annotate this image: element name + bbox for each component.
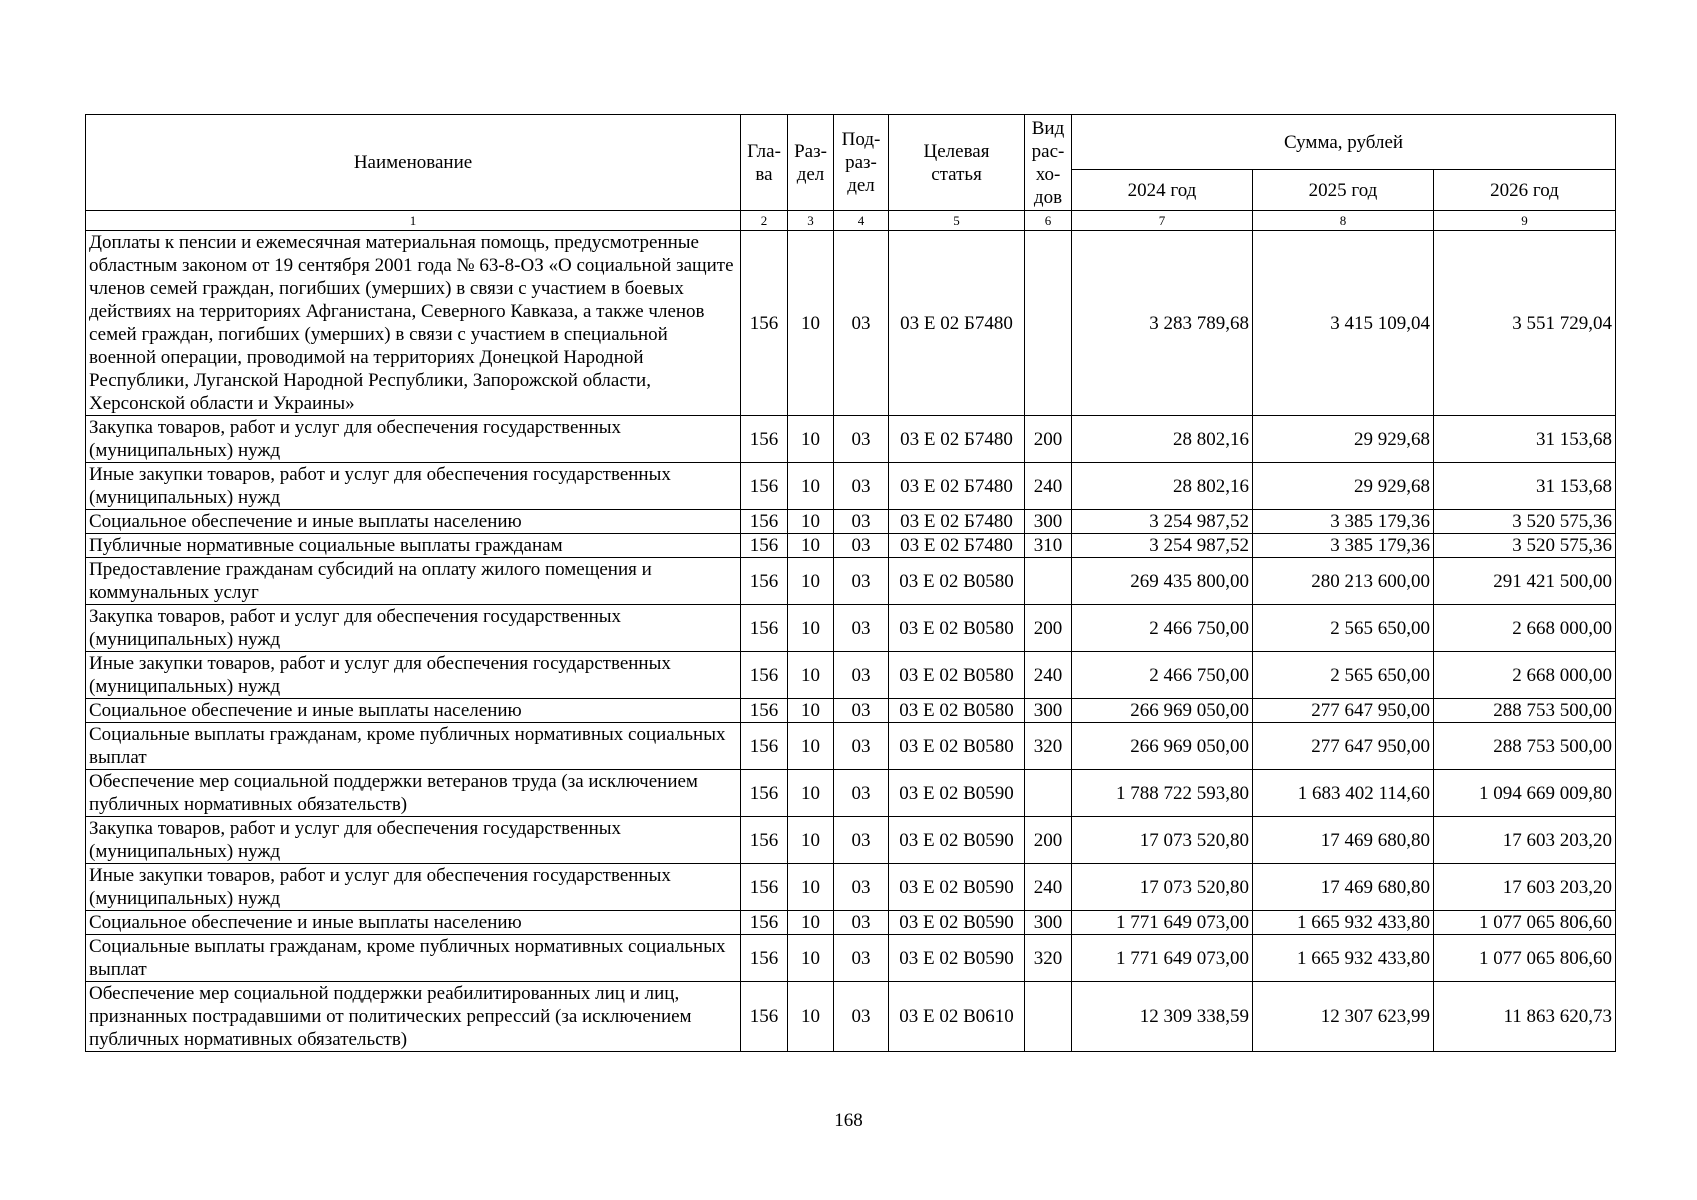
row-sum-2026: 288 753 500,00 bbox=[1434, 723, 1616, 770]
row-glava: 156 bbox=[741, 231, 788, 416]
header-summa: Сумма, рублей bbox=[1072, 115, 1616, 170]
row-name: Социальные выплаты гражданам, кроме публичных нормативных социальных выплат bbox=[86, 935, 741, 982]
row-glava: 156 bbox=[741, 416, 788, 463]
row-sum-2024: 3 254 987,52 bbox=[1072, 534, 1253, 558]
row-sum-2026: 1 077 065 806,60 bbox=[1434, 935, 1616, 982]
row-sum-2024: 2 466 750,00 bbox=[1072, 605, 1253, 652]
row-name: Социальные выплаты гражданам, кроме публичных нормативных социальных выплат bbox=[86, 723, 741, 770]
row-razdel: 10 bbox=[788, 558, 834, 605]
row-tselevaya-statya: 03 Е 02 Б7480 bbox=[889, 534, 1025, 558]
row-sum-2024: 3 254 987,52 bbox=[1072, 510, 1253, 534]
table-body bbox=[86, 211, 1616, 1052]
row-sum-2025: 280 213 600,00 bbox=[1253, 558, 1434, 605]
row-sum-2025: 17 469 680,80 bbox=[1253, 864, 1434, 911]
row-sum-2026: 31 153,68 bbox=[1434, 416, 1616, 463]
row-tselevaya-statya: 03 Е 02 В0610 bbox=[889, 982, 1025, 1052]
row-tselevaya-statya: 03 Е 02 В0580 bbox=[889, 699, 1025, 723]
row-podrazdel: 03 bbox=[834, 605, 889, 652]
table-row bbox=[86, 864, 1616, 911]
row-sum-2024: 28 802,16 bbox=[1072, 463, 1253, 510]
column-numbers-row bbox=[86, 211, 1616, 231]
row-sum-2025: 12 307 623,99 bbox=[1253, 982, 1434, 1052]
row-podrazdel: 03 bbox=[834, 911, 889, 935]
row-sum-2024: 2 466 750,00 bbox=[1072, 652, 1253, 699]
row-sum-2024: 269 435 800,00 bbox=[1072, 558, 1253, 605]
row-vid-raskhodov: 320 bbox=[1025, 723, 1072, 770]
row-sum-2024: 28 802,16 bbox=[1072, 416, 1253, 463]
row-tselevaya-statya: 03 Е 02 В0590 bbox=[889, 864, 1025, 911]
row-glava: 156 bbox=[741, 510, 788, 534]
column-number: 5 bbox=[889, 211, 1025, 231]
header-year-2025: 2025 год bbox=[1253, 170, 1434, 211]
row-name: Иные закупки товаров, работ и услуг для обеспечения государственных (муниципальных) нужд bbox=[86, 463, 741, 510]
header-podrazdel: Под- раз- дел bbox=[834, 115, 889, 211]
row-razdel: 10 bbox=[788, 817, 834, 864]
row-podrazdel: 03 bbox=[834, 817, 889, 864]
row-name: Закупка товаров, работ и услуг для обеспечения государственных (муниципальных) нужд bbox=[86, 605, 741, 652]
row-sum-2025: 29 929,68 bbox=[1253, 416, 1434, 463]
row-sum-2026: 2 668 000,00 bbox=[1434, 652, 1616, 699]
row-podrazdel: 03 bbox=[834, 982, 889, 1052]
row-razdel: 10 bbox=[788, 699, 834, 723]
column-number: 8 bbox=[1253, 211, 1434, 231]
header-year-2026: 2026 год bbox=[1434, 170, 1616, 211]
row-sum-2024: 3 283 789,68 bbox=[1072, 231, 1253, 416]
row-sum-2024: 17 073 520,80 bbox=[1072, 864, 1253, 911]
row-vid-raskhodov: 200 bbox=[1025, 416, 1072, 463]
table-row bbox=[86, 605, 1616, 652]
row-name: Обеспечение мер социальной поддержки реабилитированных лиц и лиц, признанных пострадавшими от политических репрессий (за исключением публичных нормативных обязательств) bbox=[86, 982, 741, 1052]
row-glava: 156 bbox=[741, 652, 788, 699]
table-row bbox=[86, 534, 1616, 558]
row-tselevaya-statya: 03 Е 02 В0590 bbox=[889, 935, 1025, 982]
row-sum-2025: 277 647 950,00 bbox=[1253, 699, 1434, 723]
column-number: 2 bbox=[741, 211, 788, 231]
row-razdel: 10 bbox=[788, 510, 834, 534]
row-razdel: 10 bbox=[788, 864, 834, 911]
row-sum-2026: 1 077 065 806,60 bbox=[1434, 911, 1616, 935]
row-sum-2025: 3 385 179,36 bbox=[1253, 534, 1434, 558]
row-sum-2024: 266 969 050,00 bbox=[1072, 699, 1253, 723]
row-razdel: 10 bbox=[788, 723, 834, 770]
row-podrazdel: 03 bbox=[834, 463, 889, 510]
row-glava: 156 bbox=[741, 770, 788, 817]
table-row bbox=[86, 911, 1616, 935]
row-sum-2025: 2 565 650,00 bbox=[1253, 605, 1434, 652]
row-sum-2025: 277 647 950,00 bbox=[1253, 723, 1434, 770]
row-name: Социальное обеспечение и иные выплаты населению bbox=[86, 699, 741, 723]
row-vid-raskhodov bbox=[1025, 231, 1072, 416]
row-tselevaya-statya: 03 Е 02 Б7480 bbox=[889, 510, 1025, 534]
row-sum-2025: 29 929,68 bbox=[1253, 463, 1434, 510]
row-sum-2024: 1 771 649 073,00 bbox=[1072, 911, 1253, 935]
row-razdel: 10 bbox=[788, 935, 834, 982]
row-podrazdel: 03 bbox=[834, 534, 889, 558]
row-podrazdel: 03 bbox=[834, 699, 889, 723]
row-tselevaya-statya: 03 Е 02 Б7480 bbox=[889, 231, 1025, 416]
table-row bbox=[86, 231, 1616, 416]
row-razdel: 10 bbox=[788, 416, 834, 463]
row-vid-raskhodov: 200 bbox=[1025, 817, 1072, 864]
page-number: 168 bbox=[834, 1110, 863, 1131]
row-razdel: 10 bbox=[788, 534, 834, 558]
row-razdel: 10 bbox=[788, 231, 834, 416]
header-name: Наименование bbox=[86, 115, 741, 211]
table-row bbox=[86, 723, 1616, 770]
row-podrazdel: 03 bbox=[834, 864, 889, 911]
row-name: Предоставление гражданам субсидий на оплату жилого помещения и коммунальных услуг bbox=[86, 558, 741, 605]
row-name: Закупка товаров, работ и услуг для обеспечения государственных (муниципальных) нужд bbox=[86, 416, 741, 463]
row-sum-2024: 1 771 649 073,00 bbox=[1072, 935, 1253, 982]
row-razdel: 10 bbox=[788, 605, 834, 652]
row-sum-2026: 3 551 729,04 bbox=[1434, 231, 1616, 416]
row-sum-2026: 1 094 669 009,80 bbox=[1434, 770, 1616, 817]
row-sum-2025: 1 665 932 433,80 bbox=[1253, 911, 1434, 935]
row-tselevaya-statya: 03 Е 02 Б7480 bbox=[889, 463, 1025, 510]
row-sum-2024: 266 969 050,00 bbox=[1072, 723, 1253, 770]
table-row bbox=[86, 510, 1616, 534]
row-sum-2025: 3 415 109,04 bbox=[1253, 231, 1434, 416]
row-vid-raskhodov: 240 bbox=[1025, 652, 1072, 699]
row-sum-2026: 11 863 620,73 bbox=[1434, 982, 1616, 1052]
row-sum-2025: 17 469 680,80 bbox=[1253, 817, 1434, 864]
row-vid-raskhodov bbox=[1025, 982, 1072, 1052]
header-tselevaya-statya: Целевая статья bbox=[889, 115, 1025, 211]
row-vid-raskhodov: 240 bbox=[1025, 463, 1072, 510]
row-name: Социальное обеспечение и иные выплаты населению bbox=[86, 911, 741, 935]
row-sum-2026: 2 668 000,00 bbox=[1434, 605, 1616, 652]
row-glava: 156 bbox=[741, 864, 788, 911]
column-number: 3 bbox=[788, 211, 834, 231]
row-glava: 156 bbox=[741, 817, 788, 864]
column-number: 7 bbox=[1072, 211, 1253, 231]
row-glava: 156 bbox=[741, 723, 788, 770]
row-razdel: 10 bbox=[788, 463, 834, 510]
row-sum-2024: 17 073 520,80 bbox=[1072, 817, 1253, 864]
row-tselevaya-statya: 03 Е 02 В0590 bbox=[889, 770, 1025, 817]
row-sum-2026: 291 421 500,00 bbox=[1434, 558, 1616, 605]
row-podrazdel: 03 bbox=[834, 935, 889, 982]
header-vid-raskhodov: Вид рас- хо- дов bbox=[1025, 115, 1072, 211]
table-row bbox=[86, 416, 1616, 463]
row-razdel: 10 bbox=[788, 982, 834, 1052]
header-razdel: Раз- дел bbox=[788, 115, 834, 211]
row-vid-raskhodov: 300 bbox=[1025, 699, 1072, 723]
row-glava: 156 bbox=[741, 605, 788, 652]
row-tselevaya-statya: 03 Е 02 В0590 bbox=[889, 911, 1025, 935]
column-number: 6 bbox=[1025, 211, 1072, 231]
row-name: Закупка товаров, работ и услуг для обеспечения государственных (муниципальных) нужд bbox=[86, 817, 741, 864]
row-sum-2025: 1 683 402 114,60 bbox=[1253, 770, 1434, 817]
row-vid-raskhodov: 300 bbox=[1025, 510, 1072, 534]
row-name: Публичные нормативные социальные выплаты гражданам bbox=[86, 534, 741, 558]
header-glava: Гла- ва bbox=[741, 115, 788, 211]
row-sum-2024: 12 309 338,59 bbox=[1072, 982, 1253, 1052]
row-podrazdel: 03 bbox=[834, 510, 889, 534]
row-vid-raskhodov: 240 bbox=[1025, 864, 1072, 911]
table-row bbox=[86, 463, 1616, 510]
row-tselevaya-statya: 03 Е 02 В0580 bbox=[889, 558, 1025, 605]
row-tselevaya-statya: 03 Е 02 В0580 bbox=[889, 723, 1025, 770]
column-number: 4 bbox=[834, 211, 889, 231]
row-sum-2025: 2 565 650,00 bbox=[1253, 652, 1434, 699]
row-name: Доплаты к пенсии и ежемесячная материальная помощь, предусмотренные областным законом от 19 сентября 2001 года № 63-8-ОЗ «О социальной защите членов семей граждан, погибших (умерших) в связи с участием в боевых действиях на территориях Афганистана, Северного Кавказа, а также членов семей граждан, погибших (умерших) в связи с участием в специальной военной операции, проводимой на территориях Донецкой Народной Республики, Луганской Народной Республики, Запорожской области, Херсонской области и Украины» bbox=[86, 231, 741, 416]
table-row bbox=[86, 935, 1616, 982]
row-vid-raskhodov: 300 bbox=[1025, 911, 1072, 935]
table-row bbox=[86, 558, 1616, 605]
row-name: Социальное обеспечение и иные выплаты населению bbox=[86, 510, 741, 534]
row-sum-2025: 1 665 932 433,80 bbox=[1253, 935, 1434, 982]
row-sum-2026: 31 153,68 bbox=[1434, 463, 1616, 510]
row-vid-raskhodov: 320 bbox=[1025, 935, 1072, 982]
row-tselevaya-statya: 03 Е 02 В0590 bbox=[889, 817, 1025, 864]
row-podrazdel: 03 bbox=[834, 723, 889, 770]
row-name: Иные закупки товаров, работ и услуг для обеспечения государственных (муниципальных) нужд bbox=[86, 864, 741, 911]
row-sum-2026: 288 753 500,00 bbox=[1434, 699, 1616, 723]
row-podrazdel: 03 bbox=[834, 231, 889, 416]
row-razdel: 10 bbox=[788, 652, 834, 699]
row-sum-2026: 3 520 575,36 bbox=[1434, 510, 1616, 534]
row-podrazdel: 03 bbox=[834, 652, 889, 699]
row-sum-2026: 17 603 203,20 bbox=[1434, 864, 1616, 911]
row-tselevaya-statya: 03 Е 02 Б7480 bbox=[889, 416, 1025, 463]
column-number: 9 bbox=[1434, 211, 1616, 231]
row-glava: 156 bbox=[741, 463, 788, 510]
row-vid-raskhodov: 310 bbox=[1025, 534, 1072, 558]
row-razdel: 10 bbox=[788, 911, 834, 935]
table-row bbox=[86, 982, 1616, 1052]
row-vid-raskhodov bbox=[1025, 558, 1072, 605]
row-name: Обеспечение мер социальной поддержки ветеранов труда (за исключением публичных нормативных обязательств) bbox=[86, 770, 741, 817]
budget-table bbox=[85, 114, 1616, 1052]
row-glava: 156 bbox=[741, 982, 788, 1052]
row-tselevaya-statya: 03 Е 02 В0580 bbox=[889, 652, 1025, 699]
header-year-2024: 2024 год bbox=[1072, 170, 1253, 211]
row-sum-2025: 3 385 179,36 bbox=[1253, 510, 1434, 534]
row-vid-raskhodov: 200 bbox=[1025, 605, 1072, 652]
row-tselevaya-statya: 03 Е 02 В0580 bbox=[889, 605, 1025, 652]
table-row bbox=[86, 699, 1616, 723]
row-name: Иные закупки товаров, работ и услуг для обеспечения государственных (муниципальных) нужд bbox=[86, 652, 741, 699]
table-header bbox=[86, 115, 1616, 211]
row-sum-2026: 17 603 203,20 bbox=[1434, 817, 1616, 864]
row-glava: 156 bbox=[741, 558, 788, 605]
row-sum-2026: 3 520 575,36 bbox=[1434, 534, 1616, 558]
row-podrazdel: 03 bbox=[834, 558, 889, 605]
row-glava: 156 bbox=[741, 534, 788, 558]
row-podrazdel: 03 bbox=[834, 770, 889, 817]
table-row bbox=[86, 652, 1616, 699]
row-razdel: 10 bbox=[788, 770, 834, 817]
column-number: 1 bbox=[86, 211, 741, 231]
row-sum-2024: 1 788 722 593,80 bbox=[1072, 770, 1253, 817]
table-row bbox=[86, 770, 1616, 817]
row-glava: 156 bbox=[741, 699, 788, 723]
table-row bbox=[86, 817, 1616, 864]
row-glava: 156 bbox=[741, 911, 788, 935]
row-vid-raskhodov bbox=[1025, 770, 1072, 817]
row-podrazdel: 03 bbox=[834, 416, 889, 463]
row-glava: 156 bbox=[741, 935, 788, 982]
